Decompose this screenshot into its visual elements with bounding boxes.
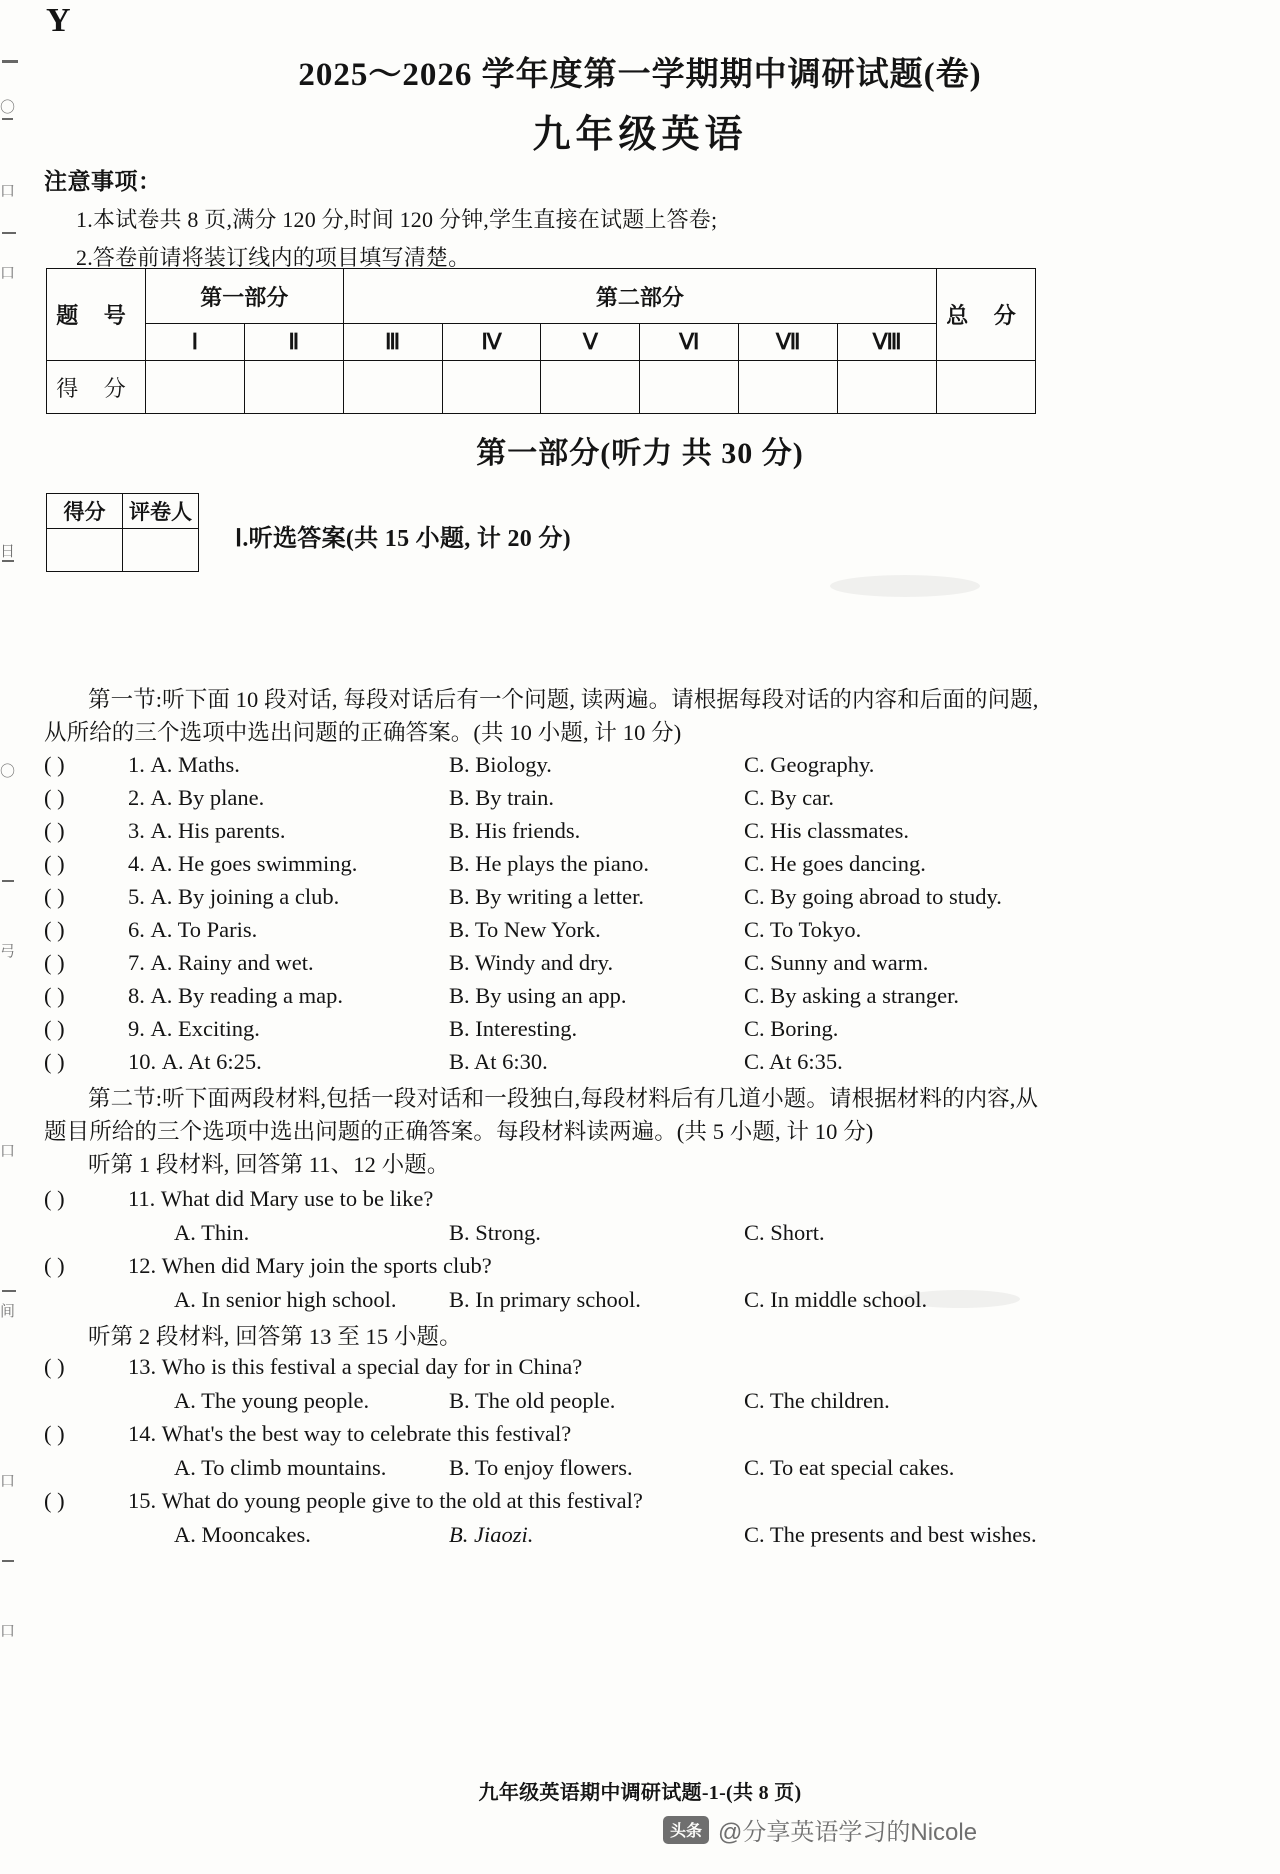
question-row-4: [44, 851, 1054, 877]
answer-bracket-14[interactable]: ( ): [44, 1421, 65, 1446]
question-row-5: [44, 884, 1054, 910]
edge-mark-2: [2, 232, 16, 234]
option-a-1[interactable]: A. Maths.: [150, 752, 240, 777]
option-a-14[interactable]: A. To climb mountains.: [174, 1455, 387, 1480]
score-cell-3[interactable]: [343, 361, 442, 414]
question-row-11: [44, 1186, 1054, 1212]
question-number-2: 2.: [128, 785, 145, 810]
option-c-10[interactable]: C. At 6:35.: [744, 1049, 843, 1074]
question-row-3: [44, 818, 1054, 844]
option-a-7[interactable]: A. Rainy and wet.: [150, 950, 314, 975]
option-a-12[interactable]: A. In senior high school.: [174, 1287, 397, 1312]
edge-mark-6: [2, 1560, 14, 1562]
score-cell-2[interactable]: [244, 361, 343, 414]
question-number-10: 10.: [128, 1049, 157, 1074]
edge-mark-4: [2, 880, 14, 882]
grader-box-marker-cell[interactable]: [123, 529, 199, 572]
option-b-3[interactable]: B. His friends.: [449, 818, 581, 843]
score-table-total-label: 总 分: [937, 269, 1036, 361]
score-table-item-3: Ⅲ: [343, 324, 442, 361]
answer-bracket-15[interactable]: ( ): [44, 1488, 65, 1513]
edge-glyph-3: 日: [0, 544, 16, 560]
answer-bracket-3[interactable]: ( ): [44, 818, 65, 843]
question-row-13: [44, 1354, 1054, 1380]
edge-glyph-1: 口: [0, 184, 16, 200]
option-a-8[interactable]: A. By reading a map.: [150, 983, 343, 1008]
edge-glyph-9: 口: [0, 1624, 16, 1640]
question-row-6: [44, 917, 1054, 943]
option-a-10[interactable]: A. At 6:25.: [161, 1049, 262, 1074]
option-b-10[interactable]: B. At 6:30.: [449, 1049, 548, 1074]
material-two-lead: 听第 2 段材料, 回答第 13 至 15 小题。: [88, 1324, 462, 1349]
option-c-8[interactable]: C. By asking a stranger.: [744, 983, 959, 1008]
page-subtitle: 九年级英语: [532, 114, 748, 156]
question-row-15: [44, 1488, 1054, 1514]
score-table-item-7: Ⅶ: [739, 324, 838, 361]
option-row-13: [44, 1388, 1054, 1414]
question-number-12: 12.: [128, 1253, 157, 1278]
score-table-row-label-number: 题 号: [47, 269, 146, 361]
notice-line-2: 2.答卷前请将装订线内的项目填写清楚。: [76, 245, 471, 270]
edge-glyph-0: 〇: [0, 100, 16, 116]
question-number-7: 7.: [128, 950, 145, 975]
question-row-12: [44, 1253, 1054, 1279]
page-footer: 九年级英语期中调研试题-1-(共 8 页): [478, 1782, 802, 1804]
question-number-11: 11.: [128, 1186, 156, 1211]
score-cell-6[interactable]: [640, 361, 739, 414]
question-stem-14: What's the best way to celebrate this festival?: [161, 1421, 572, 1446]
question-row-9: [44, 1016, 1054, 1042]
option-a-2[interactable]: A. By plane.: [150, 785, 265, 810]
option-row-15: [44, 1522, 1054, 1548]
score-cell-5[interactable]: [541, 361, 640, 414]
score-table-numeral-row: [47, 324, 1036, 361]
notice-line-1: 1.本试卷共 8 页,满分 120 分,时间 120 分钟,学生直接在试题上答卷;: [76, 207, 718, 232]
answer-bracket-1[interactable]: ( ): [44, 752, 65, 777]
option-b-6[interactable]: B. To New York.: [449, 917, 601, 942]
answer-bracket-7[interactable]: ( ): [44, 950, 65, 975]
section-one-title: Ⅰ.听选答案(共 15 小题, 计 20 分): [235, 526, 571, 552]
grader-box-score-cell[interactable]: [47, 529, 123, 572]
score-cell-total[interactable]: [937, 361, 1036, 414]
option-b-15[interactable]: B. Jiaozi.: [449, 1522, 534, 1547]
score-table-score-row: [47, 361, 1036, 414]
option-a-3[interactable]: A. His parents.: [150, 818, 286, 843]
grader-box-score-label: 得分: [47, 494, 123, 529]
option-c-7[interactable]: C. Sunny and warm.: [744, 950, 929, 975]
option-a-15[interactable]: A. Mooncakes.: [174, 1522, 311, 1547]
answer-bracket-2[interactable]: ( ): [44, 785, 65, 810]
option-a-5[interactable]: A. By joining a club.: [150, 884, 340, 909]
part-one-heading: 第一部分(听力 共 30 分): [476, 437, 804, 470]
option-b-7[interactable]: B. Windy and dry.: [449, 950, 614, 975]
answer-bracket-12[interactable]: ( ): [44, 1253, 65, 1278]
score-cell-8[interactable]: [838, 361, 937, 414]
question-number-6: 6.: [128, 917, 145, 942]
answer-bracket-8[interactable]: ( ): [44, 983, 65, 1008]
corner-letter: Y: [46, 2, 71, 39]
watermark: [663, 1812, 977, 1847]
score-cell-1[interactable]: [145, 361, 244, 414]
score-table-item-4: Ⅳ: [442, 324, 541, 361]
option-c-2[interactable]: C. By car.: [744, 785, 834, 810]
score-table-group-part1: 第一部分: [145, 269, 343, 324]
notice-block: [44, 163, 1044, 272]
edge-glyph-2: 口: [0, 266, 16, 282]
question-stem-13: Who is this festival a special day for in China?: [161, 1354, 583, 1379]
edge-glyph-7: 间: [0, 1304, 16, 1320]
option-row-11: [44, 1220, 1054, 1246]
score-table-item-2: Ⅱ: [244, 324, 343, 361]
question-number-4: 4.: [128, 851, 145, 876]
option-c-11[interactable]: C. Short.: [744, 1220, 825, 1245]
option-row-12: [44, 1287, 1054, 1313]
edge-glyph-6: 口: [0, 1144, 16, 1160]
answer-bracket-6[interactable]: ( ): [44, 917, 65, 942]
edge-glyph-8: 口: [0, 1474, 16, 1490]
option-b-13[interactable]: B. The old people.: [449, 1388, 616, 1413]
answer-bracket-13[interactable]: ( ): [44, 1354, 65, 1379]
option-c-9[interactable]: C. Boring.: [744, 1016, 839, 1041]
option-b-11[interactable]: B. Strong.: [449, 1220, 541, 1245]
notice-title: 注意事项：: [44, 169, 162, 194]
option-row-14: [44, 1455, 1054, 1481]
grader-box: [46, 493, 199, 572]
score-table-item-6: Ⅵ: [640, 324, 739, 361]
question-number-5: 5.: [128, 884, 145, 909]
question-row-10: [44, 1049, 1054, 1075]
option-c-15[interactable]: C. The presents and best wishes.: [744, 1522, 1037, 1547]
question-row-7: [44, 950, 1054, 976]
answer-bracket-10[interactable]: ( ): [44, 1049, 65, 1074]
edge-mark-5: [2, 1290, 16, 1292]
question-number-3: 3.: [128, 818, 145, 843]
option-c-1[interactable]: C. Geography.: [744, 752, 875, 777]
grader-box-marker-label: 评卷人: [123, 494, 199, 529]
grader-box-header-row: [47, 494, 199, 529]
question-number-13: 13.: [128, 1354, 157, 1379]
question-number-1: 1.: [128, 752, 145, 777]
score-table-item-8: Ⅷ: [838, 324, 937, 361]
material-one-lead: 听第 1 段材料, 回答第 11、12 小题。: [88, 1152, 450, 1177]
answer-bracket-5[interactable]: ( ): [44, 884, 65, 909]
option-b-2[interactable]: B. By train.: [449, 785, 554, 810]
score-cell-4[interactable]: [442, 361, 541, 414]
score-table: [46, 268, 1036, 414]
question-number-9: 9.: [128, 1016, 145, 1041]
option-a-4[interactable]: A. He goes swimming.: [150, 851, 358, 876]
scan-smudge-1: [830, 575, 980, 597]
option-a-6[interactable]: A. To Paris.: [150, 917, 258, 942]
option-b-1[interactable]: B. Biology.: [449, 752, 552, 777]
score-table-item-1: Ⅰ: [145, 324, 244, 361]
option-c-6[interactable]: C. To Tokyo.: [744, 917, 862, 942]
score-cell-7[interactable]: [739, 361, 838, 414]
question-stem-15: What do young people give to the old at this festival?: [161, 1488, 643, 1513]
watermark-logo-icon: 头条: [663, 1816, 709, 1844]
option-c-4[interactable]: C. He goes dancing.: [744, 851, 926, 876]
score-table-group-part2: 第二部分: [343, 269, 936, 324]
answer-bracket-4[interactable]: ( ): [44, 851, 65, 876]
question-stem-12: When did Mary join the sports club?: [161, 1253, 492, 1278]
option-a-11[interactable]: A. Thin.: [174, 1220, 250, 1245]
question-row-1: [44, 752, 1054, 778]
option-c-12[interactable]: C. In middle school.: [744, 1287, 928, 1312]
answer-bracket-9[interactable]: ( ): [44, 1016, 65, 1041]
question-row-14: [44, 1421, 1054, 1447]
edge-glyph-5: 弓: [0, 944, 16, 960]
answer-bracket-11[interactable]: ( ): [44, 1186, 65, 1211]
question-number-8: 8.: [128, 983, 145, 1008]
question-row-2: [44, 785, 1054, 811]
option-b-12[interactable]: B. In primary school.: [449, 1287, 641, 1312]
score-table-row-label-score: 得 分: [47, 361, 146, 414]
option-b-14[interactable]: B. To enjoy flowers.: [449, 1455, 633, 1480]
option-b-4[interactable]: B. He plays the piano.: [449, 851, 649, 876]
question-stem-11: What did Mary use to be like?: [160, 1186, 434, 1211]
option-c-5[interactable]: C. By going abroad to study.: [744, 884, 1002, 909]
option-b-9[interactable]: B. Interesting.: [449, 1016, 578, 1041]
section-one-part-a-instruction: 第一节:听下面 10 段对话, 每段对话后有一个问题, 读两遍。请根据每段对话的内容和后面的问题, 从所给的三个选项中选出问题的正确答案。(共 10 小题, 计 10 分): [44, 687, 1039, 745]
edge-glyph-4: 〇: [0, 764, 16, 780]
page-title: 2025～2026 学年度第一学期期中调研试题(卷): [298, 57, 982, 93]
question-number-15: 15.: [128, 1488, 157, 1513]
option-c-13[interactable]: C. The children.: [744, 1388, 890, 1413]
option-c-14[interactable]: C. To eat special cakes.: [744, 1455, 955, 1480]
score-table-header-row: [47, 269, 1036, 324]
option-a-13[interactable]: A. The young people.: [174, 1388, 370, 1413]
question-row-8: [44, 983, 1054, 1009]
grader-box-entry-row: [47, 529, 199, 572]
score-table-item-5: Ⅴ: [541, 324, 640, 361]
option-c-3[interactable]: C. His classmates.: [744, 818, 909, 843]
option-a-9[interactable]: A. Exciting.: [150, 1016, 260, 1041]
option-b-5[interactable]: B. By writing a letter.: [449, 884, 644, 909]
watermark-text: @分享英语学习的Nicole: [718, 1819, 978, 1846]
section-one-part-b-instruction: 第二节:听下面两段材料,包括一段对话和一段独白,每段材料后有几道小题。请根据材料的内容,从题目所给的三个选项中选出问题的正确答案。每段材料读两遍。(共 5 小题, 计 10 分): [44, 1086, 1039, 1144]
option-b-8[interactable]: B. By using an app.: [449, 983, 627, 1008]
question-number-14: 14.: [128, 1421, 157, 1446]
